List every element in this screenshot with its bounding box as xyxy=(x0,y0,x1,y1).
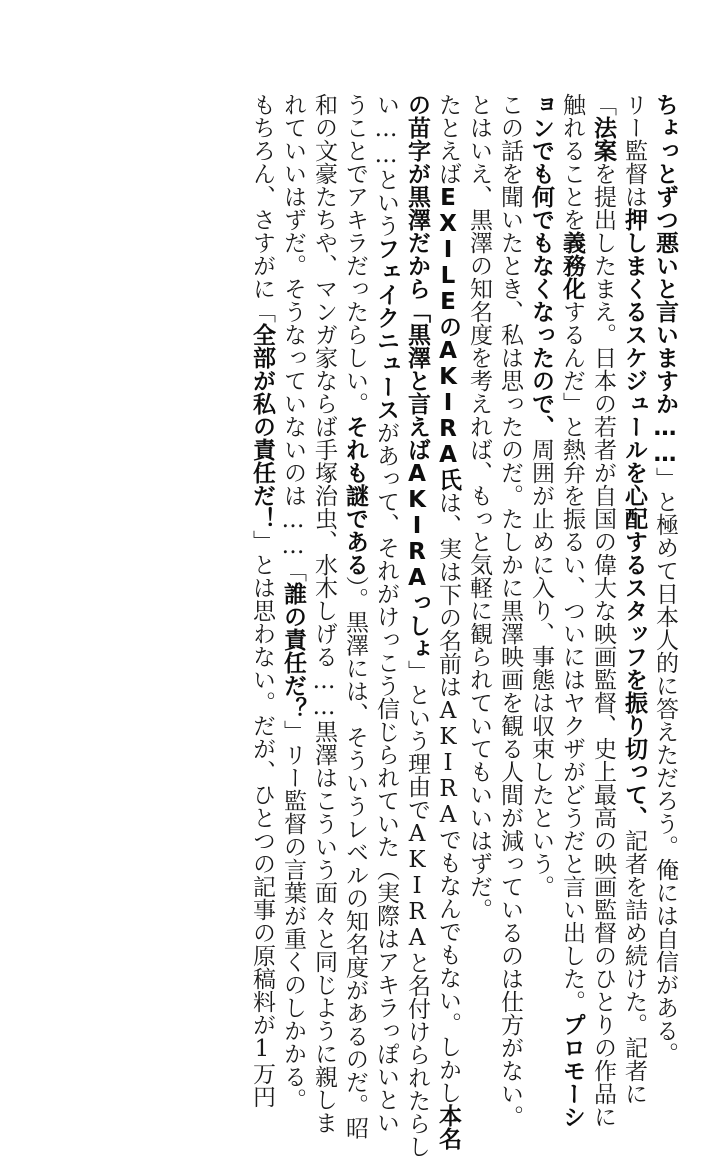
body-text: れていいはずだ。そうなっていないのは……「 xyxy=(280,93,306,582)
text-line xyxy=(587,93,618,1128)
text-line xyxy=(370,93,401,1134)
emphasized-text: プロモーシ xyxy=(559,1013,585,1128)
emphasized-text: それも謎である xyxy=(342,415,368,576)
text-line xyxy=(556,93,587,1128)
body-text: があって、それがけっこう信じられていた（実際はアキラっぽいとい xyxy=(373,421,399,1134)
body-text: 」リー監督の言葉が重くのしかかる。 xyxy=(280,720,306,1111)
emphasized-text: 押しまくるスケジュールを心配するスタッフを振り切って、 xyxy=(621,208,647,829)
body-text: たとえば xyxy=(435,93,461,185)
text-line xyxy=(401,93,432,1158)
emphasized-text: 全部が私の責任だ！ xyxy=(249,323,275,530)
text-line xyxy=(246,93,277,1108)
text-line xyxy=(308,93,339,1134)
body-text: 和の文豪たちや、マンガ家ならば手塚治虫、水木しげる……黒澤はこういう面々と同じように親しま xyxy=(311,93,337,1134)
text-line xyxy=(525,93,556,973)
emphasized-text: 法案 xyxy=(590,116,616,162)
emphasized-text: フェイクニュース xyxy=(373,237,399,421)
emphasized-text: 誰の責任だ？ xyxy=(280,582,306,720)
body-text: い……という xyxy=(373,93,399,237)
emphasized-text: 義務化 xyxy=(559,231,585,300)
emphasized-text: EXILEのAKIRA氏 xyxy=(435,185,461,491)
body-text: を提出したまえ。日本の若者が自国の偉大な映画監督、史上最高の映画監督のひとりの作品に xyxy=(590,162,616,1128)
text-line xyxy=(432,93,463,1150)
body-text: もちろん、さすがに「 xyxy=(249,93,275,323)
text-line xyxy=(277,93,308,1111)
emphasized-text: 本名 xyxy=(435,1104,461,1150)
body-text: リー監督は xyxy=(621,93,647,208)
body-text: ）。黒澤には、そういうレベルの知名度があるのだ。昭 xyxy=(342,576,368,1140)
text-line xyxy=(339,93,370,1140)
text-line xyxy=(463,93,494,973)
emphasized-text: の苗字が黒澤だから「黒澤と言えばAKIRAっしょ xyxy=(404,93,430,660)
text-line xyxy=(618,93,649,1105)
body-text: とはいえ、黒澤の知名度を考えれば、もっと気軽に観られていてもいいはずだ。 xyxy=(466,93,492,921)
body-text: 記者を詰め続けた。記者に xyxy=(621,829,647,1105)
body-text: 周囲が止めに入り、事態は収束したという。 xyxy=(528,438,554,898)
body-text: は、実は下の名前はAKIRAでもなんでもない。しかし xyxy=(435,491,461,1104)
body-text: 」と極めて日本人的に答えただろう。俺には自信がある。 xyxy=(652,467,678,1065)
vertical-text-body xyxy=(168,93,680,1158)
body-text: 「 xyxy=(590,93,616,116)
text-line xyxy=(649,93,680,1065)
body-text: 」とは思わない。だが、ひとつの記事の原稿料が1万円 xyxy=(249,530,275,1108)
emphasized-text: ョンでも何でもなくなったので、 xyxy=(528,93,554,438)
body-text: うことでアキラだったらしい。 xyxy=(342,93,368,415)
body-text: この話を聞いたとき、私は思ったのだ。たしかに黒澤映画を観る人間が減っているのは仕方がない。 xyxy=(497,93,523,1128)
body-text: 」という理由でAKIRAと名付けられたらし xyxy=(404,660,430,1158)
text-line xyxy=(494,93,525,1128)
emphasized-text: ちょっとずつ悪いと言いますか…… xyxy=(652,93,678,467)
body-text: するんだ」と熱弁を振るい、ついにはヤクザがどうだと言い出した。 xyxy=(559,300,585,1013)
body-text: 触れることを xyxy=(559,93,585,231)
